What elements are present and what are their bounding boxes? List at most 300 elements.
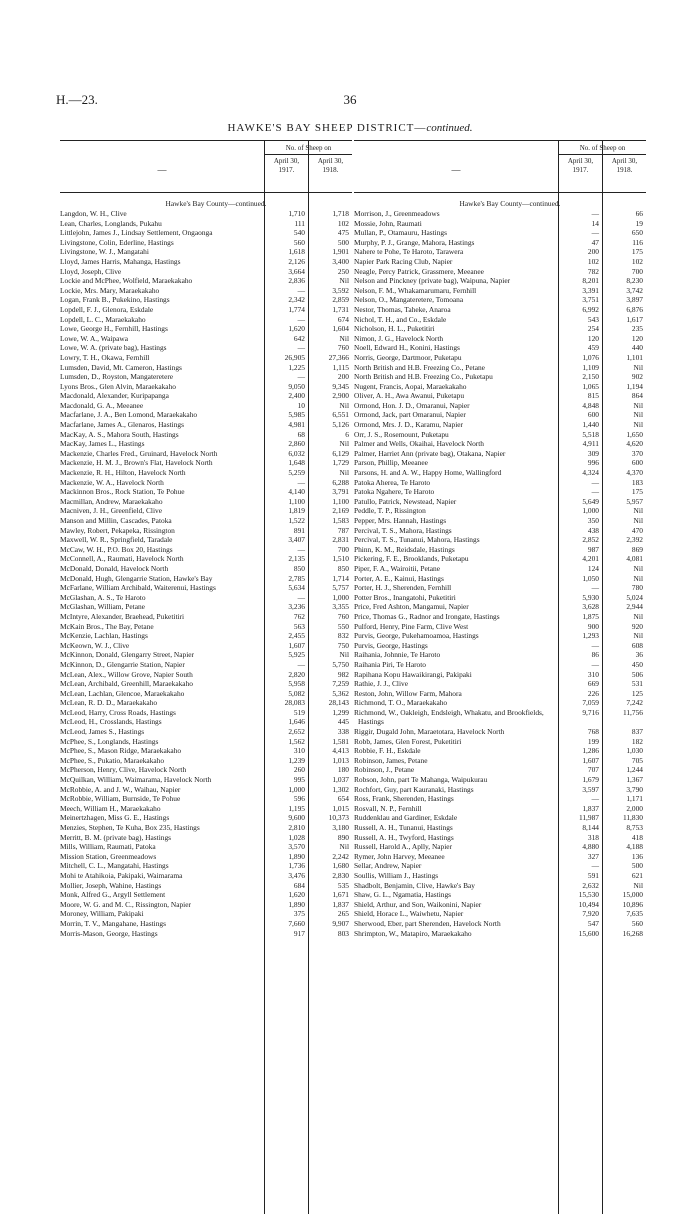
holder-name: McLeod, Harry, Cross Roads, Hastings (60, 707, 176, 717)
holder-name: McLean, Lachlan, Glencoe, Maraekakaho (60, 688, 185, 698)
holder-name: McLeod, H., Crosslands, Hastings (60, 717, 162, 727)
sheep-1918: 11,830 (622, 813, 643, 823)
sheep-1918: 920 (631, 621, 643, 631)
sheep-1918: 28,143 (328, 698, 349, 708)
sheep-1918: 6,876 (626, 304, 643, 314)
right-table-body (354, 193, 646, 1214)
sheep-1917: 5,634 (288, 583, 305, 593)
sheep-1917: 600 (587, 410, 599, 420)
sheep-1918: 535 (337, 880, 349, 890)
sheep-1918: 1,617 (626, 314, 643, 324)
sheep-1917: — (297, 372, 305, 382)
holder-name: McConnell, A., Raumati, Havelock North (60, 554, 184, 564)
sheep-1917: 707 (587, 765, 599, 775)
sheep-1917: 9,050 (288, 381, 305, 391)
sheep-1918: 15,000 (622, 890, 643, 900)
sheep-1917: 4,324 (582, 468, 599, 478)
sheep-1917: 1,000 (582, 506, 599, 516)
sheep-1918: 120 (631, 333, 643, 343)
sheep-1917: 120 (587, 333, 599, 343)
sheep-1917: 350 (587, 516, 599, 525)
sheep-1918: 1,115 (332, 362, 349, 372)
holder-name: Lowe, George H., Fernhill, Hastings (60, 324, 168, 334)
sheep-1918: 200 (337, 372, 349, 382)
sheep-1918: 832 (337, 631, 349, 641)
holder-name: McKeown, W. J., Clive (60, 640, 130, 650)
holder-name: Patoka Ngahere, Te Haroto (354, 487, 435, 497)
sheep-1918: 869 (631, 544, 643, 554)
sheep-1918: 5,024 (626, 592, 643, 602)
sheep-1917: 1,837 (582, 803, 599, 813)
holder-name: Mossie, John, Raumati (354, 218, 422, 228)
sheep-1918: 4,188 (626, 842, 643, 852)
sheep-1918: 2,392 (626, 535, 643, 545)
sheep-1917: 310 (293, 746, 305, 756)
holder-name: Meinertzhagen, Miss G. E., Hastings (60, 813, 170, 823)
sheep-1918: 654 (337, 794, 349, 804)
holder-name: Moore, W. G. and M. C., Rissington, Napier (60, 899, 191, 909)
sheep-1917: 1,065 (582, 381, 599, 391)
sheep-1918: 8,230 (626, 276, 643, 286)
holder-name: Macfarlane, James A., Glenaros, Hastings (60, 420, 184, 430)
holder-name: Macfarlane, J. A., Ben Lomond, Maraekakaho (60, 410, 198, 420)
sheep-1918: 102 (337, 218, 349, 228)
sheep-1917: 102 (587, 256, 599, 266)
holder-name: Lloyd, James Harris, Mahanga, Hastings (60, 256, 181, 266)
sheep-1917: 2,400 (288, 391, 305, 401)
sheep-1917: 8,201 (582, 276, 599, 286)
sheep-1918: 621 (631, 870, 643, 880)
sheep-1917: 26,905 (284, 352, 305, 362)
sheep-1918: Nil (633, 362, 643, 372)
holder-name: Raihania Piri, Te Haroto (354, 659, 427, 669)
sheep-1917: 86 (591, 650, 599, 660)
sheep-1917: 1,679 (582, 775, 599, 785)
holder-name: Menzies, Stephen, Te Kuha, Box 235, Hastings (60, 823, 200, 832)
sheep-1918: 700 (337, 544, 349, 554)
holder-name: McDonald, Hugh, Glengarrie Station, Hawke's Bay (60, 573, 213, 583)
sheep-1917: 1,618 (288, 247, 305, 257)
sheep-1918: 3,592 (332, 285, 349, 295)
holder-name: Nimon, J. G., Havelock North (354, 333, 444, 343)
sheep-1918: 182 (631, 736, 643, 746)
sheep-1917: 4,880 (582, 842, 599, 852)
holder-name: Nestor, Thomas, Taheke, Anaroa (354, 304, 451, 314)
sheep-1917: 7,059 (582, 698, 599, 708)
sheep-1917: 254 (587, 324, 599, 334)
sheep-1917: 900 (587, 621, 599, 631)
sheep-1918: 2,830 (332, 870, 349, 880)
holder-name: Russell, A. H., Tunanui, Hastings (354, 823, 453, 832)
sheep-1918: 3,400 (332, 256, 349, 266)
holder-name: McPhee, S., Longlands, Hastings (60, 736, 159, 746)
holder-name: Morrison, J., Greenmeadows (354, 209, 440, 218)
holder-name: Patullo, Patrick, Newstead, Napier (354, 496, 457, 506)
holder-name: Mitchell, C. L., Mangatahi, Hastings (60, 861, 169, 871)
holder-name: Langdon, W. H., Clive (60, 209, 127, 218)
holder-name: Napier Park Racing Club, Napier (354, 256, 453, 266)
col-1917-header: April 30, 1917. (567, 157, 594, 174)
sheep-1918: 6,288 (332, 477, 349, 487)
sheep-1918: 803 (337, 928, 349, 938)
sheep-1917: 1,648 (288, 458, 305, 468)
sheep-1917: 1,522 (288, 516, 305, 525)
sheep-1918: Nil (633, 410, 643, 420)
sheep-1918: 5,757 (332, 583, 349, 593)
sheep-1918: 2,169 (332, 506, 349, 516)
holder-name: McPhee, S., Pukatio, Maraekakaho (60, 755, 165, 765)
sheep-1918: 102 (631, 256, 643, 266)
sheep-1918: 4,370 (626, 468, 643, 478)
holder-name: Shrimpton, W., Matapiro, Maraekakaho (354, 928, 472, 938)
sheep-1917: 3,751 (582, 295, 599, 305)
holder-name: Purvis, George, Pukehamoamoa, Hastings (354, 631, 479, 641)
sheep-1918: 3,790 (626, 784, 643, 794)
holder-name: Mackenzie, H. M. J., Brown's Flat, Havelock North (60, 458, 213, 468)
holder-name: Mills, William, Raumati, Patoka (60, 842, 156, 852)
holder-name: Livingstone, Colin, Ederline, Hastings (60, 237, 174, 247)
holder-name: Patoka Aherea, Te Haroto (354, 477, 431, 487)
sheep-1918: 1,714 (332, 573, 349, 583)
sheep-1917: 540 (293, 228, 305, 238)
sheep-1918: 1,671 (332, 890, 349, 900)
holder-name: Richmond, T. O., Maraekakaho (354, 698, 448, 708)
holder-name: Orr, J. S., Rosemount, Puketapu (354, 429, 449, 439)
sheep-1918: 550 (337, 621, 349, 631)
sheep-1917: — (591, 659, 599, 669)
sheep-1918: 780 (631, 583, 643, 593)
holder-name: Shield, Horace L., Waiwhetu, Napier (354, 909, 464, 919)
sheep-1917: 1,028 (288, 832, 305, 842)
holder-name: Palmer, Harriet Ann (private bag), Otakana, Napier (354, 448, 506, 458)
sheep-1918: 600 (631, 458, 643, 468)
sheep-1918: 1,194 (626, 381, 643, 391)
holder-name: Russell, A. H., Twyford, Hastings (354, 832, 454, 842)
holder-name: McFarlane, William Archibald, Waiterenui, Hastings (60, 583, 216, 593)
sheep-1917: 560 (293, 237, 305, 247)
sheep-1917: 4,911 (582, 439, 599, 449)
holder-name: Potter Bros., Inangatohi, Puketitiri (354, 592, 456, 602)
holder-name: Lockie and McPhee, Wolfield, Maraekakaho (60, 276, 193, 286)
holder-name: Nicholson, H. L., Puketitiri (354, 324, 435, 334)
sheep-1917: 891 (293, 525, 305, 535)
sheep-1918: 3,742 (626, 285, 643, 295)
holder-name: McRobbie, A. and J. W., Waihau, Napier (60, 784, 181, 794)
holder-name: Nahere te Pohe, Te Haroto, Tarawera (354, 247, 464, 257)
sheep-1917: 260 (293, 765, 305, 775)
sheep-1918: 1,302 (332, 784, 349, 794)
holder-name: Lopdell, F. J., Glenora, Eskdale (60, 304, 154, 314)
sheep-1918: 1,030 (626, 746, 643, 756)
col-1918-header: April 30, 1918. (611, 157, 638, 174)
sheep-1917: 768 (587, 727, 599, 737)
sheep-1918: 1,299 (332, 707, 349, 717)
holder-name: Lean, Charles, Longlands, Pukahu (60, 218, 162, 228)
sheep-1917: 987 (587, 544, 599, 554)
right-table-header (354, 140, 646, 193)
sheep-1918: 982 (337, 669, 349, 679)
holder-name: Lowry, T. H., Okawa, Fernhill (60, 352, 150, 362)
sheep-1917: — (591, 794, 599, 804)
sheep-1917: 1,875 (582, 611, 599, 621)
sheep-1918: 180 (337, 765, 349, 775)
holder-name: Shield, Arthur, and Son, Waikonini, Napier (354, 899, 482, 909)
sheep-1917: 1,819 (288, 506, 305, 516)
sheep-1918: 175 (631, 487, 643, 497)
sheep-1918: 560 (631, 918, 643, 928)
title-continued: continued. (426, 122, 473, 134)
sheep-1918: 3,355 (332, 602, 349, 612)
holder-name: Porter, A. E., Kainui, Hastings (354, 573, 444, 583)
sheep-1918: Nil (339, 650, 349, 660)
holder-name: Oliver, A. H., Awa Awanui, Puketapu (354, 391, 465, 401)
sheep-1918: 650 (631, 228, 643, 238)
sheep-1918: 3,180 (332, 823, 349, 832)
col-1918-header: April 30, 1918. (317, 157, 344, 174)
sheep-1917: 1,050 (582, 573, 599, 583)
sheep-1917: 917 (293, 928, 305, 938)
sheep-1917: 2,820 (288, 669, 305, 679)
district-title (0, 122, 700, 134)
sheep-1917: 669 (587, 679, 599, 689)
holder-name: Rapihana Kopu Hawaikirangi, Pakipaki (354, 669, 472, 679)
holder-name: Ormond, Hon. J. D., Omaranui, Napier (354, 400, 470, 410)
holder-name: MacKay, James L., Hastings (60, 439, 145, 449)
sheep-1918: 3,897 (626, 295, 643, 305)
holder-name: Purvis, George, Hastings (354, 640, 428, 650)
sheep-1917: 3,476 (288, 870, 305, 880)
sheep-1918: 750 (337, 640, 349, 650)
sheep-1918: 1,680 (332, 861, 349, 871)
sheep-count-group-label: No. of Sheep on (579, 144, 626, 152)
sheep-1917: 1,890 (288, 851, 305, 861)
holder-name: Price, Thomas G., Radnor and Irongate, Hastings (354, 611, 500, 621)
sheep-1917: 1,620 (288, 890, 305, 900)
sheep-1917: 684 (293, 880, 305, 890)
sheep-1917: 3,236 (288, 602, 305, 612)
holder-name: Sherwood, Eber, part Sherenden, Havelock North (354, 918, 501, 928)
sheep-1917: 2,455 (288, 631, 305, 641)
sheep-1917: — (297, 544, 305, 554)
sheep-1917: 3,664 (288, 266, 305, 276)
sheep-1918: 1,583 (332, 516, 349, 525)
sheep-1918: 450 (631, 659, 643, 669)
sheep-1918: 2,242 (332, 851, 349, 861)
holder-name: Ross, Frank, Sherenden, Hastings (354, 794, 454, 804)
sheep-1917: 3,407 (288, 535, 305, 545)
sheep-1918: 1,581 (332, 736, 349, 746)
holder-name: Ormond, Jack, part Omaranui, Napier (354, 410, 466, 420)
sheep-1917: 1,076 (582, 352, 599, 362)
sheep-1918: 445 (337, 717, 349, 727)
sheep-1918: 787 (337, 525, 349, 535)
holder-name: Nichol, T. H., and Co., Eskdale (354, 314, 447, 324)
sheep-1918: 10,373 (328, 813, 349, 823)
sheep-1918: Nil (339, 333, 349, 343)
sheep-1918: 338 (337, 727, 349, 737)
sheep-1917: 2,860 (288, 439, 305, 449)
sheep-1917: 10 (297, 400, 305, 410)
sheep-1917: — (591, 487, 599, 497)
holder-name: Pickering, F. E., Brooklands, Puketapu (354, 554, 469, 564)
sheep-1917: 7,920 (582, 909, 599, 919)
holder-name: Reston, John, Willow Farm, Mahora (354, 688, 462, 698)
sheep-1917: 1,736 (288, 861, 305, 871)
sheep-1918: 2,000 (626, 803, 643, 813)
holder-name: Rymer, John Harvey, Meeanee (354, 851, 445, 861)
holder-name: Livingstone, W. J., Mangatahi (60, 247, 149, 257)
sheep-1917: 2,652 (288, 727, 305, 737)
sheep-1917: 2,810 (288, 823, 305, 832)
sheep-1917: 1,195 (288, 803, 305, 813)
sheep-1918: 1,729 (332, 458, 349, 468)
sheep-1917: — (297, 343, 305, 353)
holder-name: Mackinnon Bros., Rock Station, Te Pohue (60, 487, 185, 497)
holder-name: Price, Fred Ashton, Mangamui, Napier (354, 602, 469, 612)
sheep-1917: 5,958 (288, 679, 305, 689)
holder-name: Norris, George, Dartmoor, Puketapu (354, 352, 462, 362)
holder-name: Robinson, James, Petane (354, 755, 428, 765)
sheep-1918: 116 (632, 237, 643, 247)
sheep-1917: 2,785 (288, 573, 305, 583)
holder-name: Soullis, William J., Hastings (354, 870, 439, 880)
sheep-1918: 608 (631, 640, 643, 650)
title-main: HAWKE'S BAY SHEEP DISTRICT— (227, 122, 427, 134)
sheep-1918: 1,837 (332, 899, 349, 909)
holder-name: Mackenzie, Charles Fred., Gruinard, Havelock North (60, 448, 218, 458)
sheep-1918: 500 (337, 237, 349, 247)
holder-name: Ruddenklau and Gardiner, Eskdale (354, 813, 458, 823)
holder-name: McLeod, James S., Hastings (60, 727, 145, 737)
holder-name: Mission Station, Greenmeadows (60, 851, 157, 861)
sheep-1918: 27,366 (328, 352, 349, 362)
holder-name: Lopdell, L. C., Maraekakaho (60, 314, 146, 324)
sheep-1917: 596 (293, 794, 305, 804)
sheep-1918: Nil (339, 439, 349, 449)
holder-name: Morris-Mason, George, Hastings (60, 928, 158, 938)
holder-name: Rochfort, Guy, part Kauranaki, Hastings (354, 784, 474, 794)
sheep-1918: Nil (633, 611, 643, 621)
sheep-1917: 7,660 (288, 918, 305, 928)
holder-name: Nugent, Francis, Aopai, Maraekakaho (354, 381, 467, 391)
sheep-1917: 1,620 (288, 324, 305, 334)
holder-name: McIntyre, Alexander, Braehead, Puketitiri (60, 611, 185, 621)
sheep-1917: 318 (587, 832, 599, 842)
sheep-1918: 11,756 (622, 707, 643, 717)
sheep-1917: 5,985 (288, 410, 305, 420)
page-number: 36 (343, 92, 357, 107)
sheep-1918: 705 (631, 755, 643, 765)
col-1917-header: April 30, 1917. (273, 157, 300, 174)
sheep-1918: 235 (631, 324, 643, 334)
sheep-1917: 375 (293, 909, 305, 919)
sheep-1918: 265 (337, 909, 349, 919)
sheep-1918: 36 (635, 650, 643, 660)
sheep-1918: Nil (633, 631, 643, 641)
holder-name: Maxwell, W. R., Springfield, Taradale (60, 535, 173, 545)
holder-name: Mackenzie, R. H., Hilton, Havelock North (60, 468, 186, 478)
sheep-1918: 4,413 (332, 746, 349, 756)
sheep-1917: 2,126 (288, 256, 305, 266)
sheep-1918: Nil (633, 420, 643, 430)
sheep-1917: 8,144 (582, 823, 599, 832)
holder-name: Parsons, H. and A. W., Happy Home, Wallingford (354, 468, 502, 478)
sheep-1917: 1,607 (288, 640, 305, 650)
sheep-1918: 1,731 (332, 304, 349, 314)
sheep-1917: 2,342 (288, 295, 305, 305)
holder-name: Palmer and Wells, Okaihai, Havelock North (354, 439, 485, 449)
sheep-1917: 9,716 (582, 707, 599, 717)
sheep-1918: 2,944 (626, 602, 643, 612)
holder-name: Manson and Millin, Cascades, Patoka (60, 516, 172, 525)
holder-name: Robbie, F. H., Eskdale (354, 746, 421, 756)
holder-name: Shaw, G. L., Ngamatia, Hastings (354, 890, 452, 900)
sheep-1917: — (591, 583, 599, 593)
sheep-1918: Nil (339, 842, 349, 852)
sheep-1918: 2,900 (332, 391, 349, 401)
sheep-1917: 6,992 (582, 304, 599, 314)
sheep-1917: 327 (587, 851, 599, 861)
sheep-1918: 3,791 (332, 487, 349, 497)
sheep-1918: 125 (631, 688, 643, 698)
holder-name: Riggir, Dugald John, Maraetotara, Havelock North (354, 727, 505, 737)
sheep-1917: 28,083 (284, 698, 305, 708)
sheep-1917: 3,391 (582, 285, 599, 295)
holder-name: Lowe, W. A., Waipawa (60, 333, 129, 343)
sheep-1918: 500 (631, 861, 643, 871)
sheep-1917: 543 (587, 314, 599, 324)
sheep-1917: 2,150 (582, 372, 599, 382)
sheep-1917: — (297, 477, 305, 487)
sheep-1917: 11,987 (578, 813, 599, 823)
holder-name: Lockie, Mrs. Mary, Maraekakaho (60, 285, 160, 295)
sheep-1917: 815 (587, 391, 599, 401)
sheep-1918: 760 (337, 343, 349, 353)
sheep-1918: 183 (631, 477, 643, 487)
holder-name: McPherson, Henry, Clive, Havelock North (60, 765, 187, 775)
holder-name: Moroney, William, Pakipaki (60, 909, 144, 919)
holder-name: McKinnon, Donald, Glengarry Street, Napier (60, 650, 195, 660)
holder-name: McCaw, W. H., P.O. Box 20, Hastings (60, 544, 173, 554)
holder-name: Morrin, T. V., Mangahane, Hastings (60, 918, 166, 928)
sheep-1917: 5,259 (288, 468, 305, 478)
sheep-1918: 7,635 (626, 909, 643, 919)
sheep-1917: 547 (587, 918, 599, 928)
sheep-1918: 9,345 (332, 381, 349, 391)
sheep-1918: Nil (339, 468, 349, 478)
sheep-1917: — (297, 314, 305, 324)
sheep-1918: 136 (631, 851, 643, 861)
sheep-1917: — (297, 659, 305, 669)
sheep-1918: 1,100 (332, 496, 349, 506)
sheep-1918: 5,750 (332, 659, 349, 669)
holder-name: Monk, Alfred G., Argyll Settlement (60, 890, 166, 900)
sheep-1918: 700 (631, 266, 643, 276)
sheep-1917: 1,710 (288, 209, 305, 218)
sheep-1917: 15,530 (578, 890, 599, 900)
holder-name: Piper, F. A., Wairoitii, Petane (354, 563, 441, 573)
sheep-1918: Nil (633, 880, 643, 890)
sheep-1917: 1,239 (288, 755, 305, 765)
sheep-1918: 1,650 (626, 429, 643, 439)
holder-name: McLean, R. D. D., Maraekakaho (60, 698, 158, 708)
holder-name: Richmond, W., Oakleigh, Endsleigh, Whakatu, and Brookfields, Hastings (354, 707, 544, 727)
sheep-1917: 14 (591, 218, 599, 228)
sheep-1917: 1,286 (582, 746, 599, 756)
holder-name: Shadbolt, Benjamin, Clive, Hawke's Bay (354, 880, 476, 890)
sheep-1917: 111 (294, 218, 305, 228)
sheep-1918: 2,831 (332, 535, 349, 545)
